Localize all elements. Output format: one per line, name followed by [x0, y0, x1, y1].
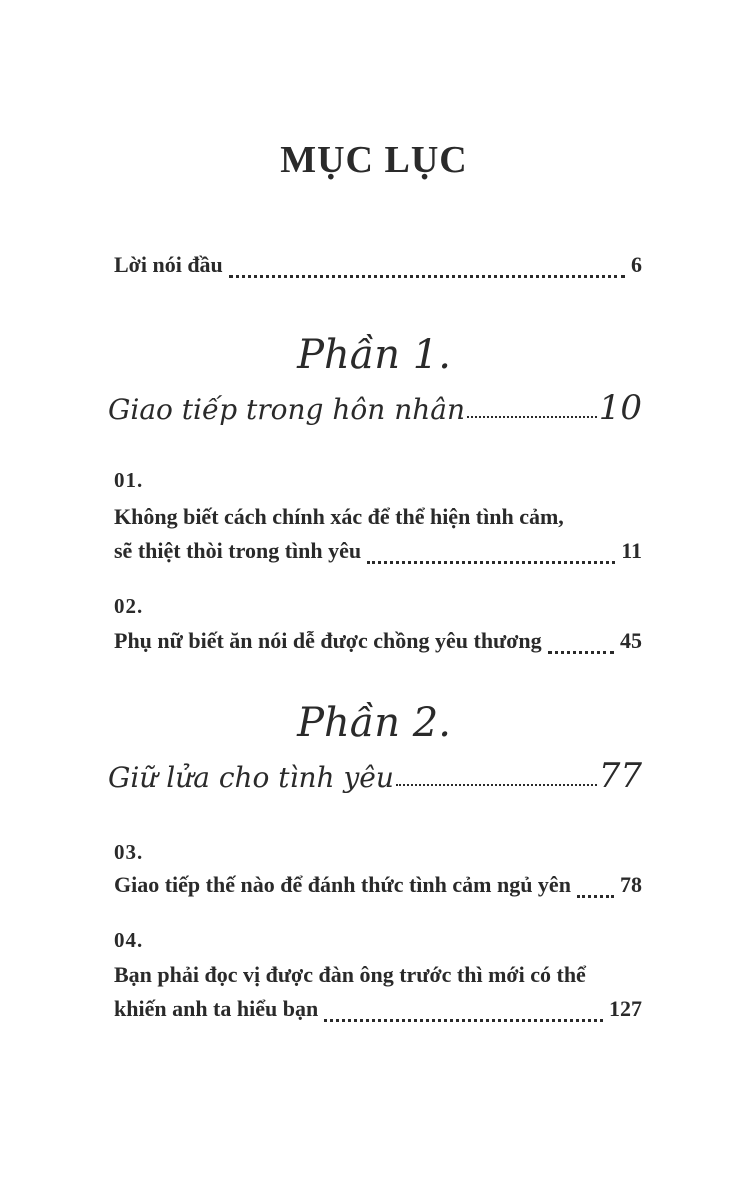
- page-number: 45: [620, 628, 642, 653]
- chapter-number: 01.: [114, 468, 144, 492]
- part-2-heading: Phần 2.: [297, 700, 451, 746]
- chapter-number: 03.: [114, 840, 144, 864]
- page-number: 77: [598, 756, 642, 796]
- toc-entry-chapter-03[interactable]: [114, 872, 642, 906]
- dot-leader: [467, 416, 597, 418]
- toc-entry-chapter-02[interactable]: [114, 628, 642, 662]
- part-1-entry[interactable]: [108, 388, 642, 428]
- page-number: 127: [609, 996, 642, 1021]
- part-subtitle: Giữ lửa cho tình yêu: [108, 761, 394, 794]
- part-subtitle: Giao tiếp trong hôn nhân: [108, 393, 465, 426]
- chapter-number: 04.: [114, 928, 144, 952]
- dot-leader: [548, 651, 614, 654]
- dot-leader: [396, 784, 597, 786]
- toc-entry-chapter-04[interactable]: [114, 996, 642, 1030]
- chapter-title-line: Giao tiếp thế nào để đánh thức tình cảm ngủ yên: [114, 872, 571, 897]
- part-2-entry[interactable]: [108, 756, 642, 796]
- chapter-title-line: sẽ thiệt thòi trong tình yêu: [114, 538, 362, 563]
- chapter-number: 02.: [114, 594, 144, 618]
- page-number: 11: [621, 538, 642, 563]
- toc-entry-preface[interactable]: [114, 252, 642, 286]
- chapter-title-line: khiến anh ta hiểu bạn: [114, 996, 319, 1021]
- page-number: 6: [631, 252, 642, 277]
- dot-leader: [324, 1019, 603, 1022]
- chapter-title-line: Không biết cách chính xác để thể hiện tình cảm,: [114, 504, 564, 529]
- chapter-title-line: Bạn phải đọc vị được đàn ông trước thì mới có thể: [114, 962, 586, 987]
- dot-leader: [367, 561, 615, 564]
- page-title: MỤC LỤC: [280, 139, 468, 181]
- page-number: 78: [620, 872, 642, 897]
- dot-leader: [229, 275, 625, 278]
- entry-label: Lời nói đầu: [114, 252, 223, 277]
- part-1-heading: Phần 1.: [297, 332, 451, 378]
- toc-entry-chapter-01[interactable]: [114, 538, 642, 572]
- dot-leader: [577, 895, 614, 898]
- chapter-title-line: Phụ nữ biết ăn nói dễ được chồng yêu thương: [114, 628, 542, 653]
- page-number: 10: [598, 388, 642, 428]
